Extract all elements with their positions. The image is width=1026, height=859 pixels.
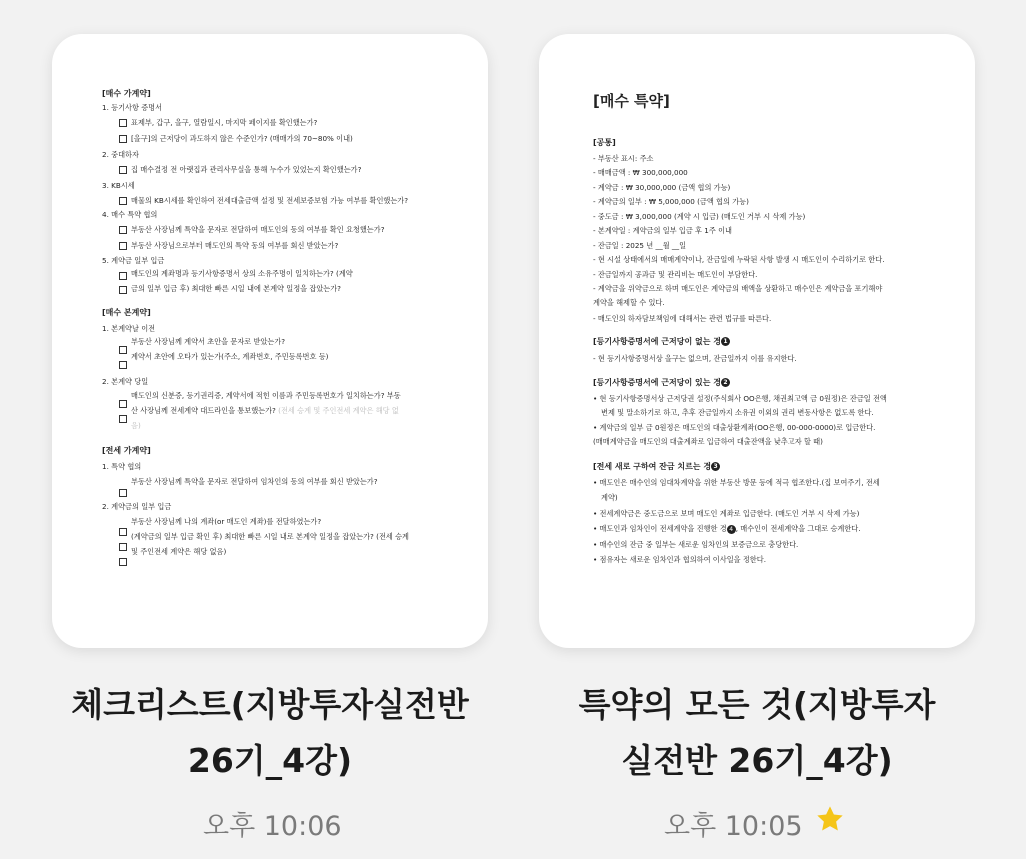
doc-line [593, 524, 861, 534]
checkbox [119, 242, 127, 250]
checklist-item: 금의 일부 입금 후) 최대한 빠른 시일 내에 본계약 일정을 잡았는가? [131, 284, 341, 293]
number-badge-icon: 1 [721, 337, 730, 346]
file-card-checklist[interactable] [52, 34, 488, 648]
doc-line: • 계약금의 일부 금 0원정은 매도인의 대출상환계좌(OO은행, 00-000-0000)로 입금한다. [593, 423, 876, 432]
checkbox [119, 543, 127, 551]
doc-line: - 현 시설 상태에서의 매매계약이나, 잔금일에 누락된 사항 발생 시 매도인이 수리하기로 한다. [593, 255, 885, 264]
doc-line: - 매매금액 : ₩ 300,000,000 [593, 168, 688, 177]
checkbox [119, 346, 127, 354]
checklist-item: 매도인의 신분증, 등기권리증, 계약서에 적힌 이름과 주민등록번호가 일치하는가? 부동 [131, 391, 401, 400]
doc-line: 계약을 해제할 수 있다. [593, 298, 665, 307]
checkbox [119, 415, 127, 423]
number-badge-icon: 4 [727, 525, 736, 534]
number-badge-icon: 2 [721, 378, 730, 387]
doc-line: - 본계약일 : 계약금의 일부 입금 후 1주 이내 [593, 226, 732, 235]
subsection: 4. 매수 특약 협의 [102, 210, 158, 219]
checklist-item: 부동산 사장님께 나의 계좌(or 매도인 계좌)를 전달하였는가? [131, 517, 322, 526]
doc-line-text: , 매수인이 전세계약을 그대로 승계한다. [735, 524, 861, 533]
doc-line: • 매도인은 매수인의 임대차계약을 위한 부동산 방문 등에 적극 협조한다.(집 보여주기, 전세 [593, 478, 880, 487]
file-title-line: 26기_4강) [187, 741, 353, 780]
doc-line: - 중도금 : ₩ 3,000,000 (계약 시 입금) (매도인 거부 시 삭제 가능) [593, 212, 806, 221]
doc-line: - 부동산 표시: 주소 [593, 154, 654, 163]
checkbox [119, 558, 127, 566]
doc-line: - 현 등기사항증명서상 을구는 없으며, 잔금일까지 이를 유지한다. [593, 354, 797, 363]
doc-line: - 잔금일까지 공과금 및 관리비는 매도인이 부담한다. [593, 270, 758, 279]
doc-line: 계약) [601, 493, 618, 502]
section-heading: [공통] [593, 138, 616, 147]
star-icon[interactable] [814, 803, 846, 835]
document-title: [매수 특약] [593, 92, 670, 110]
file-timestamp: 오후 10:06 [203, 811, 342, 842]
checklist-item: 및 주인전세 계약은 해당 없음) [131, 547, 227, 556]
checkbox [119, 489, 127, 497]
number-badge-icon: 3 [711, 462, 720, 471]
subsection: 1. 본계약날 이전 [102, 324, 156, 333]
file-title[interactable] [507, 677, 1007, 789]
subsection: 2. 중대하자 [102, 150, 139, 159]
doc-line: • 점유자는 새로운 임차인과 협의하여 이사일을 정한다. [593, 555, 766, 564]
subsection: 2. 계약금의 일부 입금 [102, 502, 172, 511]
file-title-line: 체크리스트(지방투자실전반 [71, 685, 469, 724]
checkbox [119, 166, 127, 174]
subsection: 3. KB시세 [102, 181, 135, 190]
checklist-item: 집 매수결정 전 아랫집과 관리사무실을 통해 누수가 있었는지 확인했는가? [131, 165, 362, 174]
checklist-item-text: 산 사장님께 전세계약 대드라인을 통보했는가? [131, 406, 276, 415]
subsection: 5. 계약금 일부 입금 [102, 256, 165, 265]
doc-line: 변제 및 말소하기로 하고, 추후 잔금일까지 소유권 이외의 권리 변동사항은 없도록 한다. [601, 408, 874, 417]
doc-line: - 매도인의 하자담보책임에 대해서는 관련 법규를 따른다. [593, 314, 772, 323]
checklist-item: 매도인의 계좌명과 등기사항증명서 상의 소유주명이 일치하는가? (계약 [131, 269, 353, 278]
checkbox [119, 400, 127, 408]
checklist-item: 표제부, 갑구, 을구, 열람일시, 마지막 페이지를 확인했는가? [131, 118, 318, 127]
checklist-item: [을구]의 근저당이 과도하지 않은 수준인가? (매매가의 70~80% 이내) [131, 134, 353, 143]
section-heading: [매수 가계약] [102, 89, 151, 98]
checkbox [119, 361, 127, 369]
checkbox [119, 528, 127, 536]
checklist-item: 매물의 KB시세를 확인하여 전세대출금액 설정 및 전세보증보험 가능 여부를 확인했는가? [131, 196, 409, 205]
checkbox [119, 135, 127, 143]
subsection: 1. 등기사항 증명서 [102, 103, 163, 112]
checklist-item-note: 음) [131, 421, 141, 430]
checkbox [119, 272, 127, 280]
checkbox [119, 226, 127, 234]
section-heading-text: [등기사항증명서에 근저당이 없는 경 [593, 337, 721, 346]
checklist-item [131, 406, 399, 415]
checklist-item: 부동산 사장님께 특약을 문자로 전달하여 매도인의 동의 여부를 확인 요청했는가? [131, 225, 385, 234]
section-heading [593, 378, 730, 387]
checkbox [119, 119, 127, 127]
doc-line: - 계약금 : ₩ 30,000,000 (금액 협의 가능) [593, 183, 731, 192]
checklist-item: (계약금의 일부 입금 확인 후) 최대한 빠른 시일 내로 본계약 일정을 잡았는가? (전세 승계 [131, 532, 409, 541]
doc-line: • 매수인의 잔금 중 일부는 새로운 임차인의 보증금으로 충당한다. [593, 540, 799, 549]
subsection: 2. 본계약 당일 [102, 377, 149, 386]
checkbox [119, 197, 127, 205]
doc-line: - 계약금의 일부 : ₩ 5,000,000 (금액 협의 가능) [593, 197, 749, 206]
doc-line: • 전세계약금은 중도금으로 보며 매도인 계좌로 입금한다. (매도인 거부 시 삭제 가능) [593, 509, 860, 518]
file-title-line: 특약의 모든 것(지방투자 [578, 685, 936, 724]
doc-line: - 잔금일 : 2025 년 __월 __일 [593, 241, 687, 250]
file-timestamp: 오후 10:05 [664, 811, 803, 842]
subsection: 1. 특약 협의 [102, 462, 142, 471]
section-heading: [전세 가계약] [102, 446, 151, 455]
checklist-item: 부동산 사장님으로부터 매도인의 특약 동의 여부를 회신 받았는가? [131, 241, 339, 250]
section-heading-text: [전세 새로 구하여 잔금 치르는 경 [593, 462, 712, 471]
doc-line: • 현 등기사항증명서상 근저당권 설정(주식회사 OO은행, 채권최고액 금 0원정)은 잔금일 전액 [593, 394, 887, 403]
checklist-item: 부동산 사장님께 계약서 초안을 문자로 받았는가? [131, 337, 286, 346]
checklist-item: 계약서 초안에 오타가 있는가(주소, 계좌번호, 주민등록번호 등) [131, 352, 329, 361]
doc-line: (매매계약금을 매도인의 대출계좌로 입금하여 대출잔액을 낮추고자 할 때) [593, 437, 823, 446]
checkbox [119, 286, 127, 294]
checklist-item: 부동산 사장님께 특약을 문자로 전달하여 임차인의 동의 여부를 회신 받았는가? [131, 477, 378, 486]
document-preview [539, 34, 975, 648]
doc-line-text: • 매도인과 임차인이 전세계약을 진행한 경 [593, 524, 727, 533]
checklist-item-note: (전세 승계 및 주인전세 계약은 해당 없 [278, 406, 399, 415]
file-title-line: 실전반 26기_4강) [621, 741, 893, 780]
document-preview [52, 34, 488, 648]
file-title[interactable] [20, 677, 520, 789]
file-card-special-terms[interactable] [539, 34, 975, 648]
section-heading [593, 462, 720, 471]
section-heading-text: [등기사항증명서에 근저당이 있는 경 [593, 378, 721, 387]
doc-line: - 계약금을 위약금으로 하며 매도인은 계약금의 배액을 상환하고 매수인은 계약금을 포기해야 [593, 284, 883, 293]
section-heading: [매수 본계약] [102, 308, 151, 317]
section-heading [593, 337, 730, 346]
